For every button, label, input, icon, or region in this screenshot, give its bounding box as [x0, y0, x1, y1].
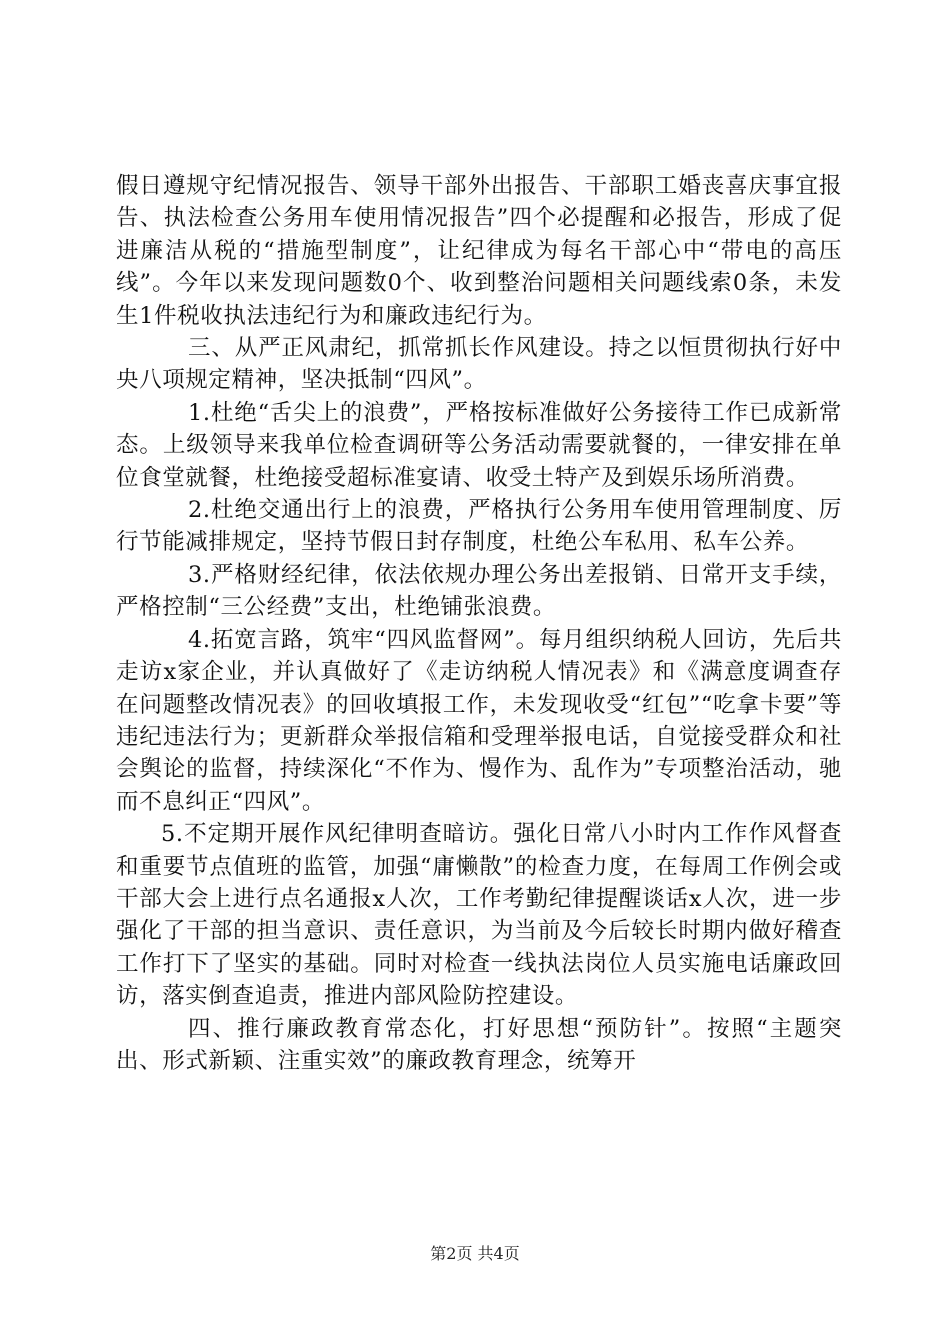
paragraph-5: 3.严格财经纪律，依法依规办理公务出差报销、日常开支手续，严格控制“三公经费”支出，杜绝铺张浪费。 — [116, 561, 842, 621]
paragraph-4: 2.杜绝交通出行上的浪费，严格执行公务用车使用管理制度、厉行节能减排规定，坚持节假日封存制度，杜绝公车私用、私车公养。 — [116, 497, 842, 556]
page-footer: 第2页 共4页 — [430, 1244, 520, 1263]
paragraph-3: 1.杜绝“舌尖上的浪费”，严格按标准做好公务接待工作已成新常态。上级领导来我单位检查调研等公务活动需要就餐的，一律安排在单位食堂就餐，杜绝接受超标准宴请、收受土特产及到娱乐场所消费。 — [116, 399, 842, 491]
document-body — [116, 170, 842, 1077]
paragraph-2: 三、从严正风肃纪，抓常抓长作风建设。持之以恒贯彻执行好中央八项规定精神，坚决抵制“四风”。 — [116, 335, 842, 394]
paragraph-7: 5.不定期开展作风纪律明查暗访。强化日常八小时内工作作风督查和重要节点值班的监管，加强“庸懒散”的检查力度，在每周工作例会或干部大会上进行点名通报x人次，工作考勤纪律提醒谈话x人次，进一步强化了干部的担当意识、责任意识，为当前及今后较长时期内做好稽查工作打下了坚实的基础。同时对检查一线执法岗位人员实施电话廉政回访，落实倒查追责，推进内部风险防控建设。 — [116, 821, 842, 1010]
paragraph-6: 4.拓宽言路，筑牢“四风监督网”。每月组织纳税人回访，先后共走访x家企业，并认真做好了《走访纳税人情况表》和《满意度调查存在问题整改情况表》的回收填报工作，未发现收受“红包”“吃拿卡要”等违纪违法行为；更新群众举报信箱和受理举报电话，自觉接受群众和社会舆论的监督，持续深化“不作为、慢作为、乱作为”专项整治活动，驰而不息纠正“四风”。 — [116, 626, 842, 815]
paragraph-8: 四、推行廉政教育常态化，打好思想“预防针”。按照“主题突出、形式新颖、注重实效”的廉政教育理念，统筹开 — [116, 1015, 842, 1074]
paragraph-1: 假日遵规守纪情况报告、领导干部外出报告、干部职工婚丧喜庆事宜报告、执法检查公务用车使用情况报告”四个必提醒和必报告，形成了促进廉洁从税的“措施型制度”，让纪律成为每名干部心中“带电的高压线”。今年以来发现问题数0个、收到整治问题相关问题线索0条，未发生1件税收执法违纪行为和廉政违纪行为。 — [116, 173, 842, 329]
